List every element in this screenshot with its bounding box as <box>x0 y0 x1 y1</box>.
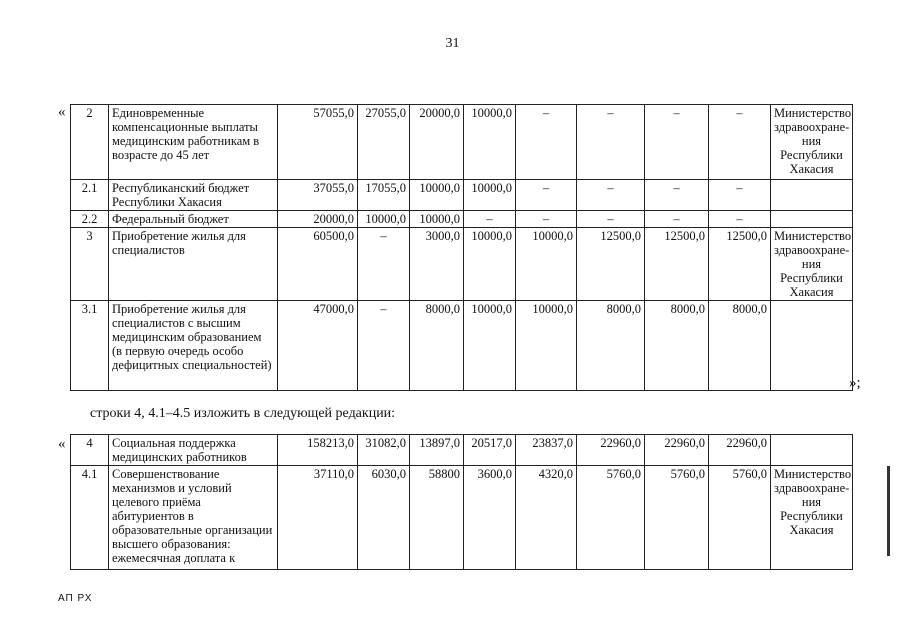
open-quote-2: « <box>58 436 66 452</box>
year-value: – <box>358 228 410 301</box>
year-value: – <box>645 180 709 211</box>
year-value: 10000,0 <box>410 180 464 211</box>
table-row <box>71 180 853 211</box>
executor: Министерство здравоохране-ния Республики Хакасия <box>771 466 853 570</box>
table-row <box>71 466 853 570</box>
row-name: Социальная поддержка медицинских работников <box>109 435 278 466</box>
row-number: 4.1 <box>71 466 109 570</box>
programme-table-2 <box>70 434 853 570</box>
year-value: – <box>577 180 645 211</box>
year-value: – <box>709 180 771 211</box>
year-value: 27055,0 <box>358 105 410 180</box>
row-name: Республиканский бюджет Республики Хакасия <box>109 180 278 211</box>
row-name: Единовременные компенсационные выплаты медицинским работникам в возрасте до 45 лет <box>109 105 278 180</box>
total-value: 37055,0 <box>278 180 358 211</box>
year-value: 8000,0 <box>410 301 464 391</box>
year-value: 12500,0 <box>577 228 645 301</box>
programme-table-1 <box>70 104 853 391</box>
row-number: 2.2 <box>71 211 109 228</box>
year-value: 8000,0 <box>709 301 771 391</box>
year-value: 31082,0 <box>358 435 410 466</box>
executor: Министерство здравоохране-ния Республики Хакасия <box>771 228 853 301</box>
year-value: 8000,0 <box>645 301 709 391</box>
table-row <box>71 228 853 301</box>
executor <box>771 180 853 211</box>
year-value: – <box>577 105 645 180</box>
footer-mark: АП РХ <box>58 593 93 604</box>
close-quote: »; <box>849 375 861 391</box>
year-value: 10000,0 <box>464 180 516 211</box>
year-value: – <box>577 211 645 228</box>
year-value: 17055,0 <box>358 180 410 211</box>
row-number: 4 <box>71 435 109 466</box>
year-value: 5760,0 <box>645 466 709 570</box>
year-value: 10000,0 <box>358 211 410 228</box>
year-value: 3000,0 <box>410 228 464 301</box>
year-value: 23837,0 <box>516 435 577 466</box>
row-name: Приобретение жилья для специалистов с высшим медицинским образованием (в первую очередь особо дефицитных специальностей) <box>109 301 278 391</box>
year-value: 8000,0 <box>577 301 645 391</box>
year-value: 5760,0 <box>577 466 645 570</box>
year-value: 10000,0 <box>410 211 464 228</box>
executor <box>771 435 853 466</box>
year-value: 12500,0 <box>709 228 771 301</box>
total-value: 20000,0 <box>278 211 358 228</box>
executor <box>771 211 853 228</box>
year-value: – <box>464 211 516 228</box>
row-number: 3 <box>71 228 109 301</box>
scan-edge-mark <box>887 466 890 556</box>
page-number: 31 <box>445 36 460 51</box>
year-value: 22960,0 <box>577 435 645 466</box>
year-value: 22960,0 <box>645 435 709 466</box>
year-value: 20000,0 <box>410 105 464 180</box>
executor <box>771 301 853 391</box>
year-value: 10000,0 <box>464 301 516 391</box>
total-value: 158213,0 <box>278 435 358 466</box>
total-value: 60500,0 <box>278 228 358 301</box>
table-row <box>71 105 853 180</box>
total-value: 37110,0 <box>278 466 358 570</box>
year-value: 3600,0 <box>464 466 516 570</box>
year-value: 13897,0 <box>410 435 464 466</box>
row-name: Приобретение жилья для специалистов <box>109 228 278 301</box>
table-row <box>71 435 853 466</box>
year-value: 10000,0 <box>516 301 577 391</box>
year-value: 12500,0 <box>645 228 709 301</box>
year-value: – <box>516 105 577 180</box>
table-row <box>71 211 853 228</box>
row-name: Федеральный бюджет <box>109 211 278 228</box>
year-value: – <box>709 211 771 228</box>
year-value: – <box>645 211 709 228</box>
year-value: 22960,0 <box>709 435 771 466</box>
year-value: 10000,0 <box>464 105 516 180</box>
year-value: – <box>645 105 709 180</box>
year-value: – <box>709 105 771 180</box>
year-value: 58800 <box>410 466 464 570</box>
year-value: – <box>358 301 410 391</box>
row-number: 2.1 <box>71 180 109 211</box>
year-value: – <box>516 211 577 228</box>
year-value: 4320,0 <box>516 466 577 570</box>
total-value: 57055,0 <box>278 105 358 180</box>
year-value: 10000,0 <box>464 228 516 301</box>
year-value: 20517,0 <box>464 435 516 466</box>
year-value: – <box>516 180 577 211</box>
amendment-caption: строки 4, 4.1–4.5 изложить в следующей редакции: <box>90 406 396 421</box>
year-value: 5760,0 <box>709 466 771 570</box>
table-row <box>71 301 853 391</box>
year-value: 6030,0 <box>358 466 410 570</box>
row-number: 3.1 <box>71 301 109 391</box>
year-value: 10000,0 <box>516 228 577 301</box>
executor: Министерство здравоохране-ния Республики Хакасия <box>771 105 853 180</box>
row-name: Совершенствование механизмов и условий целевого приёма абитуриентов в образовательные организации высшего образования: ежемесячная доплата к <box>109 466 278 570</box>
open-quote-1: « <box>58 104 66 120</box>
total-value: 47000,0 <box>278 301 358 391</box>
row-number: 2 <box>71 105 109 180</box>
